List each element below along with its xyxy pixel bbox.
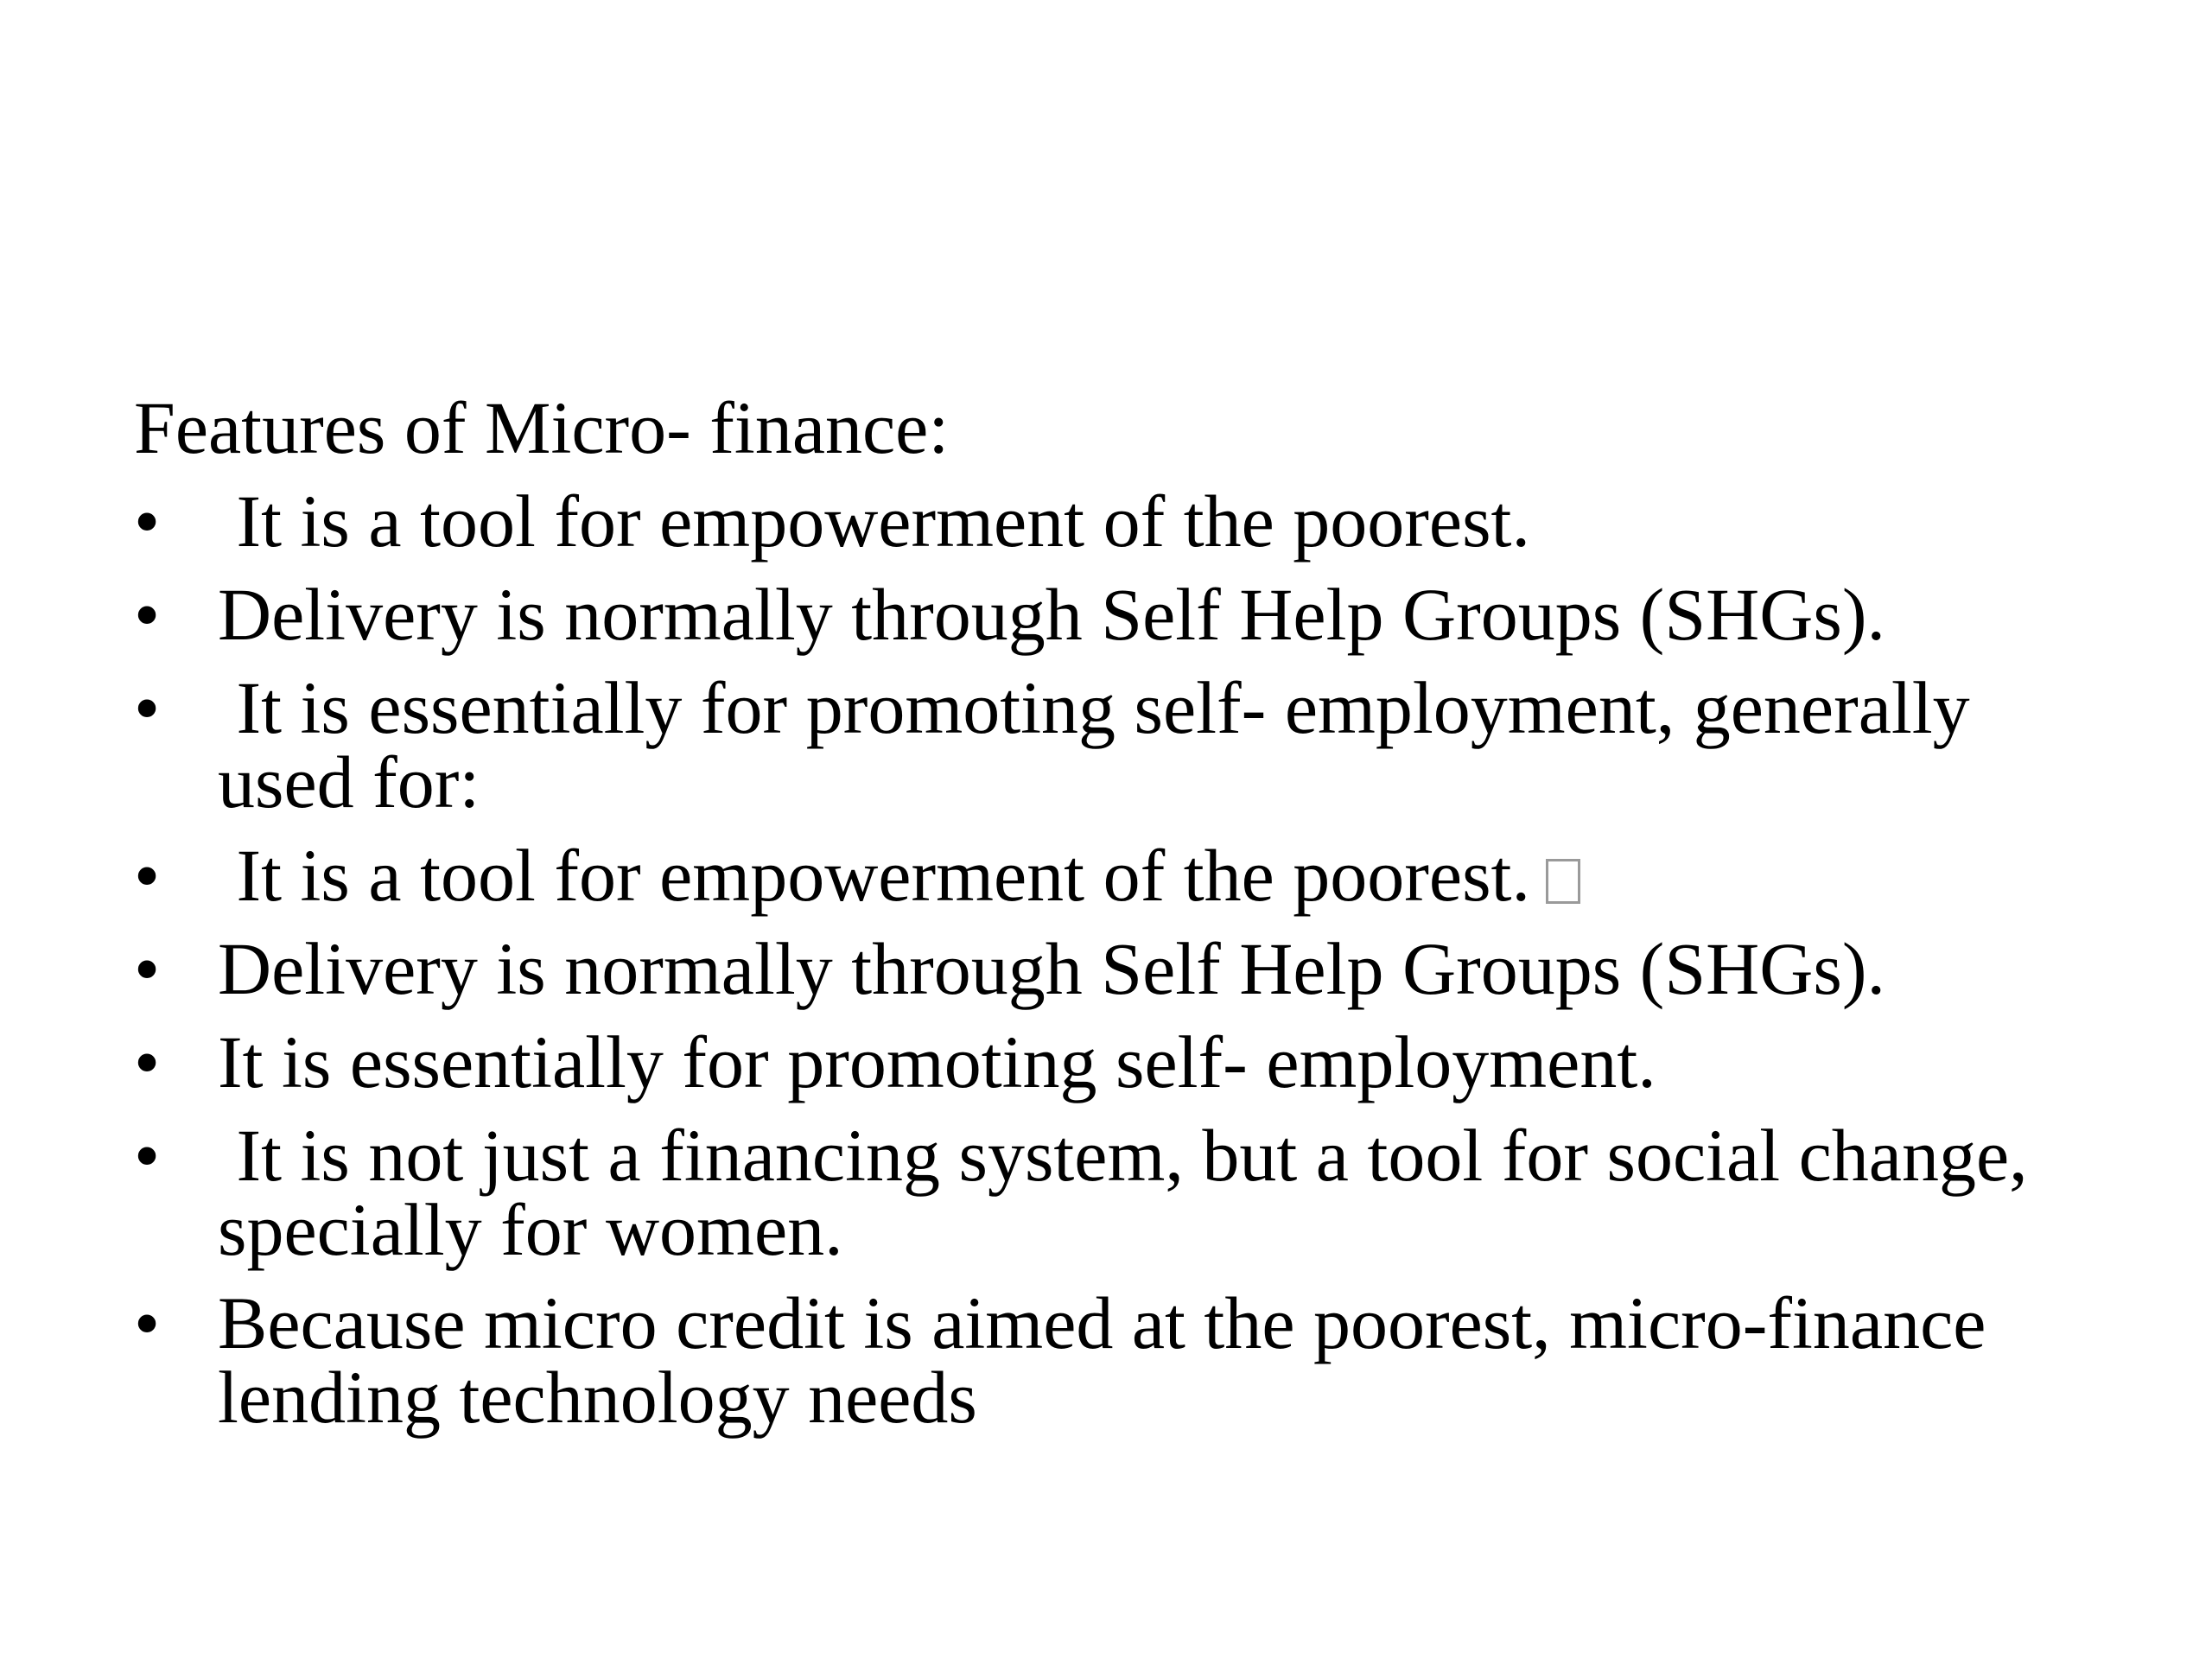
bullet-text-content: It is a tool for empowerment of the poorest. [218, 834, 1530, 917]
bullet-marker: • [134, 927, 161, 1010]
bullet-item [134, 834, 2121, 917]
bullet-marker: • [134, 1114, 161, 1197]
bullet-text: Delivery is normally through Self Help Groups (SHGs). [218, 573, 1885, 656]
bullet-item [134, 1281, 2121, 1439]
bullet-marker: • [134, 1281, 161, 1364]
bullet-marker: • [134, 573, 161, 656]
bullet-marker: • [134, 834, 161, 917]
missing-glyph-icon [1546, 859, 1580, 904]
bullet-item [134, 666, 2121, 823]
bullet-text: Delivery is normally through Self Help Groups (SHGs). [218, 927, 1885, 1010]
bullet-marker: • [134, 666, 161, 749]
bullet-marker: • [134, 1020, 161, 1103]
bullet-text: Because micro credit is aimed at the poorest, micro-finance lending technology needs [218, 1281, 2005, 1439]
bullet-text: It is essentially for promoting self- employment, generally used for: [218, 666, 1989, 823]
bullet-text: It is not just a financing system, but a tool for social change, specially for women. [218, 1114, 2047, 1271]
bullet-item [134, 1020, 2121, 1103]
slide-content [134, 386, 2121, 1453]
bullet-item [134, 480, 2121, 563]
bullet-item [134, 927, 2121, 1010]
bullet-item [134, 573, 2121, 656]
bullet-text [218, 834, 2121, 917]
bullet-list [134, 480, 2121, 1439]
bullet-item [134, 1114, 2121, 1271]
bullet-text: It is a tool for empowerment of the poorest. [218, 480, 1530, 563]
bullet-text: It is essentially for promoting self- employment. [218, 1020, 1656, 1103]
bullet-marker: • [134, 480, 161, 563]
slide-heading: Features of Micro- finance: [134, 386, 950, 469]
